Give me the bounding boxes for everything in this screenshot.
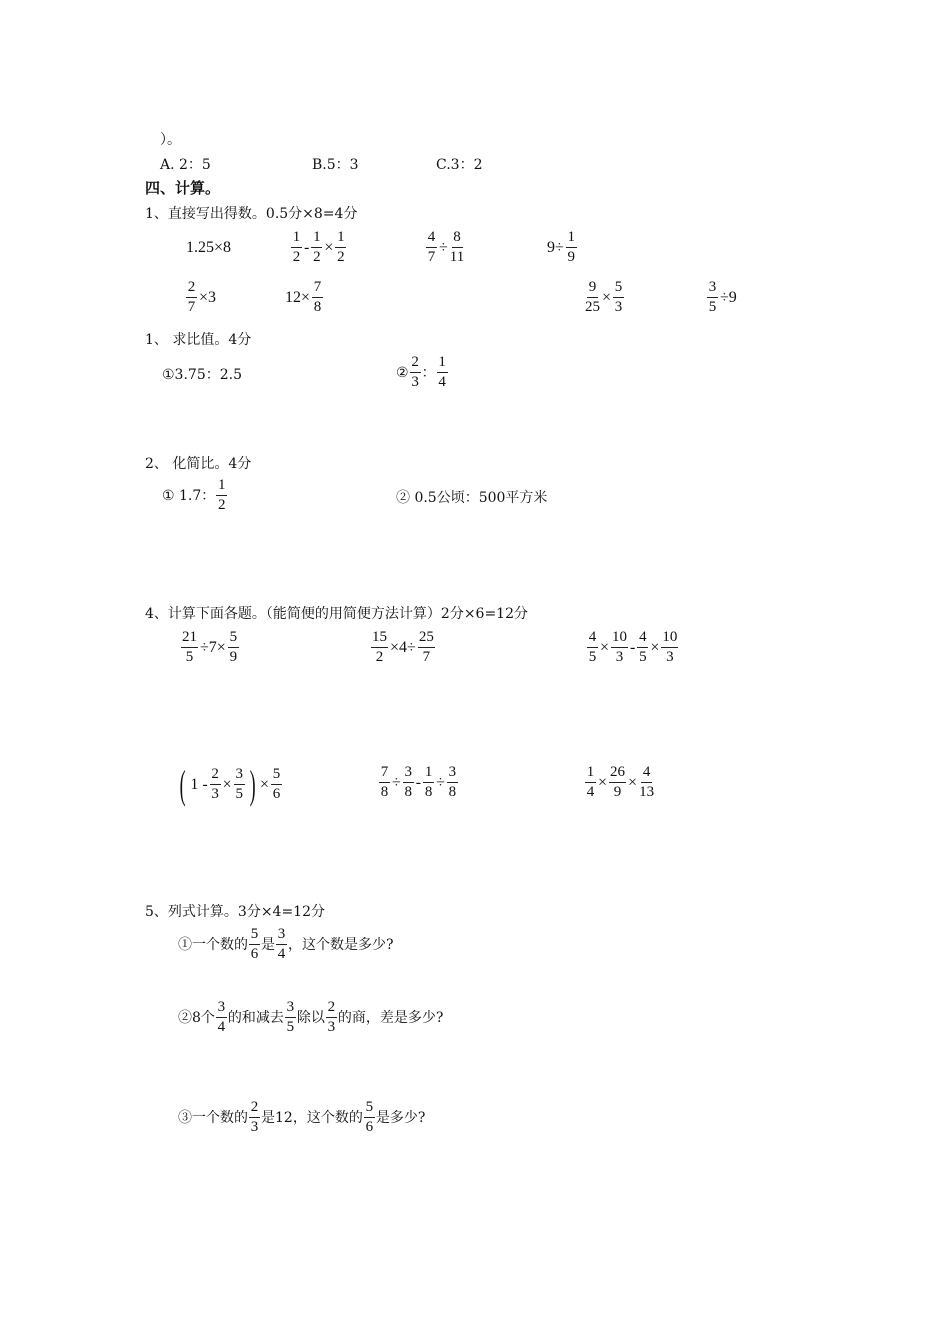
q2-item-2: ② 2 3 ： 1 4 (396, 354, 446, 390)
q1-item-2: 1 2 - $\frac{1}{2}$ × $\frac{1}{2}$ (292, 229, 345, 265)
q2-label: 1、 求比值。4分 (145, 332, 252, 348)
q4-expr-6: $\frac{1}{4}$ × $\frac{26}{9}$ × $\frac{4}{13}$ (586, 764, 655, 800)
q1-item-8: $\frac{3}{5}$ ÷9 (708, 279, 737, 315)
q1-item-7: $\frac{9}{25}$ × $\frac{5}{3}$ (585, 279, 623, 315)
q1-item-4: 9÷ $\frac{1}{9}$ (547, 229, 576, 265)
q3-item-1: ① 1.7： 1 2 (162, 477, 226, 513)
q2-item-1: ①3.75：2.5 (162, 367, 242, 383)
q1-item-6: 12× $\frac{7}{8}$ (285, 279, 322, 315)
q5-label: 5、列式计算。3分×4=12分 (145, 904, 325, 920)
q3-item-2: ② 0.5公顷：500平方米 (396, 490, 548, 506)
q4-label: 4、计算下面各题。（能简便的用简便方法计算）2分×6=12分 (145, 606, 528, 622)
q1-label: 1、直接写出得数。0.5分×8=4分 (145, 206, 358, 222)
q5-problem-2: ②8个 3 4 的和减去 3 5 除以 2 3 的商，差是多少? (178, 999, 444, 1035)
q4-expr-5: $\frac{7}{8}$ ÷ $\frac{3}{8}$ - $\frac{1}{8}$ ÷ $\frac{3}{8}$ (380, 764, 457, 800)
q1-item-5: $\frac{2}{7}$ ×3 (187, 279, 217, 315)
q4-expr-1: $\frac{21}{5}$ ÷7× $\frac{5}{9}$ (182, 629, 238, 665)
q1-item-3: $\frac{4}{7}$ ÷ $\frac{8}{11}$ (427, 229, 465, 265)
q1-item-1: 1.25×8 (186, 239, 232, 256)
q5-problem-1: ①一个数的 5 6 是 3 4 ，这个数是多少? (178, 926, 394, 962)
q4-expr-3: $\frac{4}{5}$ × $\frac{10}{3}$ - $\frac{4}{5}$ × $\frac{10}{3}$ (588, 629, 678, 665)
q4-expr-4: ( 1 - $\frac{2}{3}$ × $\frac{3}{5}$ ) × $\frac{5}{6}$ (179, 762, 281, 807)
q5-problem-3: ③一个数的 2 3 是12，这个数的 5 6 是多少? (178, 1099, 426, 1135)
q3-label: 2、 化简比。4分 (145, 456, 252, 472)
section-title: 四、计算。 (145, 179, 221, 197)
option-c: C.3：2 (436, 157, 483, 173)
q4-expr-2: $\frac{15}{2}$ ×4÷ $\frac{25}{7}$ (372, 629, 434, 665)
previous-question-tail: ）。 (160, 132, 181, 148)
option-b: B.5：3 (312, 157, 359, 173)
option-a: A. 2：5 (160, 157, 211, 173)
